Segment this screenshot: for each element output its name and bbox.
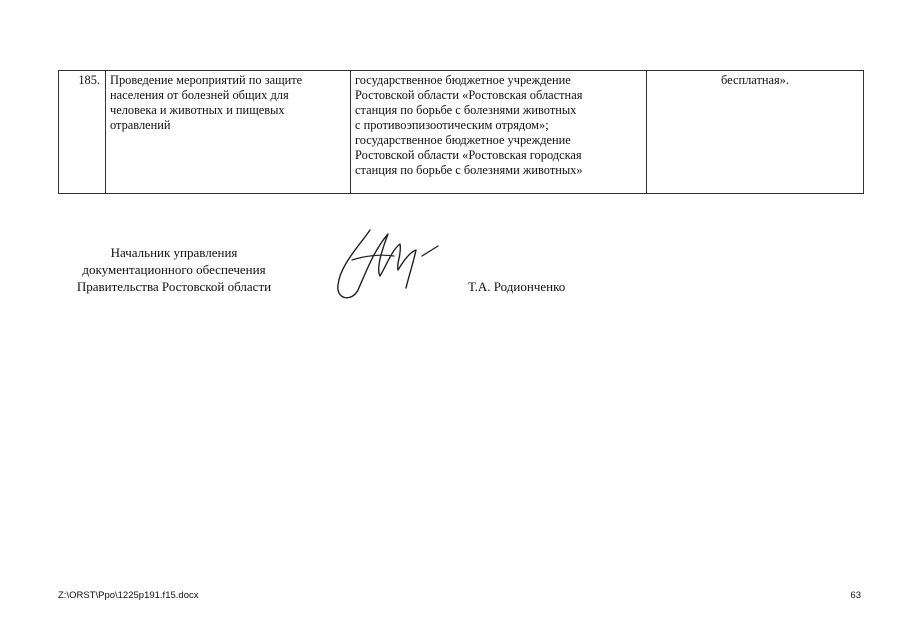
description-line: отравлений xyxy=(110,118,171,132)
signatory-title-line: документационного обеспечения xyxy=(82,262,266,277)
page-number: 63 xyxy=(850,590,861,601)
signatory-name: Т.А. Родионченко xyxy=(468,279,566,294)
price-value: бесплатная». xyxy=(721,73,789,87)
row-number-cell xyxy=(59,71,106,193)
services-table-row xyxy=(58,70,864,194)
description-cell xyxy=(106,71,351,193)
signatory-title xyxy=(58,244,290,295)
organization-line: станция по борьбе с болезнями животных» xyxy=(355,163,583,177)
organization-line: станция по борьбе с болезнями животных xyxy=(355,103,577,117)
row-number: 185. xyxy=(78,73,100,87)
organization-cell xyxy=(351,71,647,193)
organization-line: государственное бюджетное учреждение xyxy=(355,133,571,147)
signatory-title-line: Начальник управления xyxy=(110,245,238,260)
handwritten-signature xyxy=(330,220,450,310)
footer-file-path: Z:\ORST\Ppo\1225p191.f15.docx xyxy=(58,590,199,601)
price-cell xyxy=(647,71,863,193)
organization-line: государственное бюджетное учреждение xyxy=(355,73,571,87)
organization-line: Ростовской области «Ростовская областная xyxy=(355,88,583,102)
signatory-title-line: Правительства Ростовской области xyxy=(76,279,272,294)
description-line: человека и животных и пищевых xyxy=(110,103,285,117)
description-line: Проведение мероприятий по защите xyxy=(110,73,303,87)
description-line: населения от болезней общих для xyxy=(110,88,289,102)
organization-line: с противоэпизоотическим отрядом»; xyxy=(355,118,549,132)
organization-line: Ростовской области «Ростовская городская xyxy=(355,148,582,162)
